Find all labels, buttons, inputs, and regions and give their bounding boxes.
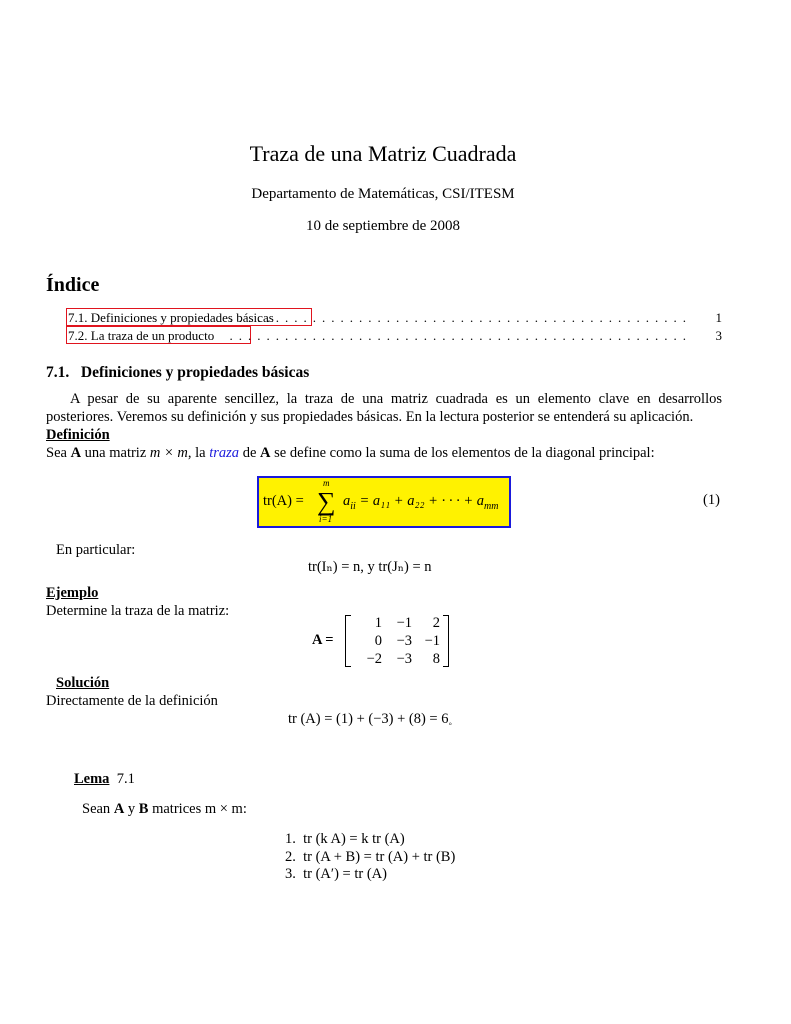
trace-equation-box	[257, 476, 511, 528]
matrix-cell: −3	[396, 651, 412, 667]
lemma-text: Sean A y B matrices m × m:	[82, 801, 247, 817]
example-heading: Ejemplo	[46, 585, 99, 601]
section-title: Definiciones y propiedades básicas	[80, 364, 310, 381]
toc-page: 1	[715, 310, 722, 325]
particular-text: En particular:	[56, 542, 136, 558]
date: 10 de septiembre de 2008	[305, 218, 461, 234]
example-text: Determine la traza de la matriz:	[46, 603, 230, 619]
intro-line: posteriores. Veremos su definición y sus propiedades básicas. En la lectura posterior se entenderá su aplicación.	[46, 409, 694, 425]
matrix-cell: 0	[374, 633, 382, 649]
toc-page: 3	[715, 328, 722, 343]
sum-upper: m	[323, 478, 330, 488]
definition-text: Sea A una matriz m × m, la traza de A se define como la suma de los elementos de la diagonal principal:	[46, 445, 655, 461]
solution-text: Directamente de la definición	[46, 693, 218, 709]
matrix-cell: −1	[396, 615, 412, 631]
equation-number: (1)	[703, 492, 720, 508]
eq-lhs: tr(A) =	[263, 493, 304, 509]
matrix-cell: −3	[396, 633, 412, 649]
matrix-cell: −2	[366, 651, 382, 667]
definition-heading: Definición	[46, 427, 110, 443]
matrix-lhs: A =	[312, 632, 334, 648]
toc-label[interactable]: 7.2. La traza de un producto	[68, 328, 215, 343]
toc-leader: ..................................................	[229, 328, 692, 343]
traza-link[interactable]: traza	[209, 445, 240, 461]
intro-line: A pesar de su aparente sencillez, la traza de una matriz cuadrada es un elemento clave en desarrollos	[70, 391, 722, 407]
page-title: Traza de una Matriz Cuadrada	[249, 141, 517, 166]
toc-label[interactable]: 7.1. Definiciones y propiedades básicas	[68, 310, 274, 325]
toc-entry[interactable]	[66, 329, 722, 346]
section-heading	[46, 365, 309, 381]
matrix-cell: −1	[424, 633, 440, 649]
section-number: 7.1.	[46, 364, 70, 381]
toc-leader: ..................................................	[229, 310, 692, 325]
sum-icon: ∑	[317, 487, 336, 516]
lemma-item: 3. tr (A′) = tr (A)	[285, 866, 387, 882]
lemma-heading: Lema 7.1	[74, 771, 135, 787]
left-bracket	[345, 615, 351, 667]
department: Departamento de Matemáticas, CSI/ITESM	[251, 186, 515, 202]
lemma-item: 1. tr (k A) = k tr (A)	[285, 831, 405, 847]
sum-lower: i=1	[319, 514, 333, 524]
right-bracket	[443, 615, 449, 667]
particular-formula: tr(Iₙ) = n, y tr(Jₙ) = n	[308, 559, 432, 575]
matrix-cell: 1	[374, 615, 382, 631]
solution-heading: Solución	[56, 675, 110, 691]
matrix-cell: 2	[432, 615, 440, 631]
index-heading: Índice	[46, 274, 100, 296]
lemma-item: 2. tr (A + B) = tr (A) + tr (B)	[285, 849, 456, 865]
matrix-cell: 8	[432, 651, 440, 667]
solution-formula: tr $(A) = (1) + (-3) + (8) = 6_◦$	[288, 711, 453, 730]
matrix	[352, 616, 440, 666]
eq-rhs: $a_{ii} = a_{11} + a_{22}$ + · · · + $a_{mm}$	[343, 493, 499, 512]
